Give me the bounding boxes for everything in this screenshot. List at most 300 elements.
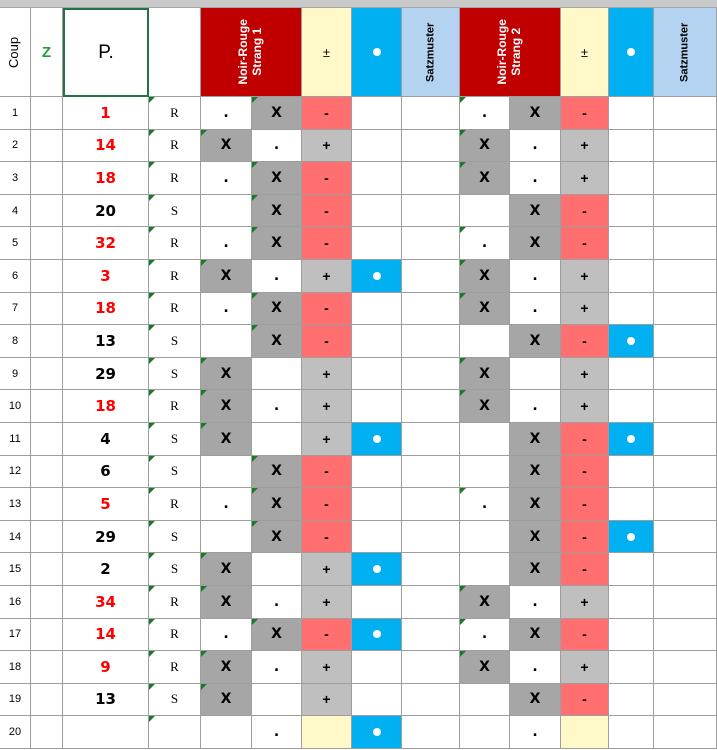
- dot2-cell[interactable]: [609, 227, 654, 260]
- strang2-col-b[interactable]: .: [510, 260, 561, 293]
- dot1-cell[interactable]: [352, 260, 402, 293]
- strang2-col-a[interactable]: .: [460, 619, 510, 652]
- pm2-cell[interactable]: -: [561, 195, 609, 228]
- strang2-col-a[interactable]: [460, 684, 510, 717]
- pm1-cell[interactable]: -: [302, 488, 352, 521]
- coup-number-cell[interactable]: 3: [0, 162, 31, 195]
- pm1-cell[interactable]: +: [302, 130, 352, 163]
- spin-number-cell[interactable]: 13: [63, 325, 149, 358]
- coup-number-cell[interactable]: 9: [0, 358, 31, 391]
- satz2-cell[interactable]: [654, 130, 717, 163]
- satz1-cell[interactable]: [402, 227, 460, 260]
- z-cell[interactable]: [31, 325, 63, 358]
- spin-number-cell[interactable]: 4: [63, 423, 149, 456]
- strang2-col-b[interactable]: X: [510, 619, 561, 652]
- dot2-cell[interactable]: [609, 521, 654, 554]
- satz1-cell[interactable]: [402, 553, 460, 586]
- rs-cell[interactable]: S: [149, 553, 201, 586]
- strang2-col-a[interactable]: X: [460, 586, 510, 619]
- z-cell[interactable]: [31, 553, 63, 586]
- satz1-cell[interactable]: [402, 358, 460, 391]
- strang2-col-b[interactable]: [510, 358, 561, 391]
- header-dot1[interactable]: [352, 8, 402, 97]
- pm1-cell[interactable]: +: [302, 260, 352, 293]
- satz2-cell[interactable]: [654, 586, 717, 619]
- dot2-cell[interactable]: [609, 716, 654, 749]
- z-cell[interactable]: [31, 390, 63, 423]
- dot2-cell[interactable]: [609, 651, 654, 684]
- rs-cell[interactable]: R: [149, 260, 201, 293]
- spin-number-cell[interactable]: 14: [63, 130, 149, 163]
- dot1-cell[interactable]: [352, 162, 402, 195]
- coup-number-cell[interactable]: 19: [0, 684, 31, 717]
- satz2-cell[interactable]: [654, 651, 717, 684]
- rs-cell[interactable]: R: [149, 130, 201, 163]
- dot-icon: [373, 728, 381, 736]
- dot2-cell[interactable]: [609, 553, 654, 586]
- coup-number-cell[interactable]: 12: [0, 456, 31, 489]
- strang2-col-a[interactable]: X: [460, 162, 510, 195]
- dot1-cell[interactable]: [352, 423, 402, 456]
- strang2-col-a[interactable]: .: [460, 227, 510, 260]
- strang2-col-b[interactable]: .: [510, 390, 561, 423]
- pm1-cell[interactable]: -: [302, 227, 352, 260]
- strang1-col-a[interactable]: .: [201, 293, 252, 326]
- rs-cell[interactable]: R: [149, 97, 201, 130]
- dot2-cell[interactable]: [609, 293, 654, 326]
- strang2-col-b[interactable]: .: [510, 716, 561, 749]
- satz2-cell[interactable]: [654, 97, 717, 130]
- rs-cell[interactable]: S: [149, 456, 201, 489]
- rs-cell[interactable]: R: [149, 651, 201, 684]
- pm2-cell[interactable]: +: [561, 130, 609, 163]
- spin-number-cell[interactable]: 6: [63, 456, 149, 489]
- coup-number-cell[interactable]: 5: [0, 227, 31, 260]
- z-cell[interactable]: [31, 423, 63, 456]
- satz1-cell[interactable]: [402, 325, 460, 358]
- strang2-col-a[interactable]: [460, 423, 510, 456]
- strang1-col-b[interactable]: X: [252, 293, 302, 326]
- coup-number-cell[interactable]: 20: [0, 716, 31, 749]
- z-cell[interactable]: [31, 716, 63, 749]
- dot2-cell[interactable]: [609, 423, 654, 456]
- dot2-cell[interactable]: [609, 358, 654, 391]
- dot1-cell[interactable]: [352, 651, 402, 684]
- pm2-cell[interactable]: -: [561, 456, 609, 489]
- satz1-cell[interactable]: [402, 162, 460, 195]
- strang1-col-a[interactable]: .: [201, 162, 252, 195]
- strang1-col-a[interactable]: [201, 195, 252, 228]
- pm1-cell[interactable]: +: [302, 651, 352, 684]
- rs-cell[interactable]: R: [149, 162, 201, 195]
- dot1-cell[interactable]: [352, 684, 402, 717]
- dot-icon: [627, 435, 635, 443]
- coup-number-cell[interactable]: 17: [0, 619, 31, 652]
- header-z[interactable]: Z: [31, 8, 63, 97]
- z-cell[interactable]: [31, 162, 63, 195]
- dot2-cell[interactable]: [609, 325, 654, 358]
- strang1-col-b[interactable]: [252, 358, 302, 391]
- spin-number-cell[interactable]: 20: [63, 195, 149, 228]
- dot-icon: [627, 533, 635, 541]
- satz2-cell[interactable]: [654, 619, 717, 652]
- coup-number-cell[interactable]: 16: [0, 586, 31, 619]
- pm2-cell[interactable]: -: [561, 325, 609, 358]
- spin-number-cell[interactable]: 18: [63, 293, 149, 326]
- strang2-col-a[interactable]: X: [460, 130, 510, 163]
- header-strang1[interactable]: [201, 8, 302, 97]
- z-cell[interactable]: [31, 293, 63, 326]
- satz2-cell[interactable]: [654, 260, 717, 293]
- header-satz1[interactable]: Satzmuster: [402, 8, 460, 97]
- strang2-col-a[interactable]: X: [460, 390, 510, 423]
- strang2-col-a[interactable]: [460, 553, 510, 586]
- satz2-cell[interactable]: [654, 716, 717, 749]
- strang1-col-a[interactable]: X: [201, 684, 252, 717]
- satz1-cell[interactable]: [402, 619, 460, 652]
- dot1-cell[interactable]: [352, 619, 402, 652]
- strang1-col-a[interactable]: [201, 716, 252, 749]
- strang2-col-b[interactable]: .: [510, 651, 561, 684]
- satz1-cell[interactable]: [402, 390, 460, 423]
- strang2-col-b[interactable]: .: [510, 162, 561, 195]
- header-p-selected[interactable]: P.: [63, 8, 149, 97]
- strang1-col-a[interactable]: X: [201, 553, 252, 586]
- strang1-col-a[interactable]: [201, 521, 252, 554]
- strang1-col-b[interactable]: X: [252, 162, 302, 195]
- dot1-cell[interactable]: [352, 130, 402, 163]
- satz2-cell[interactable]: [654, 325, 717, 358]
- strang1-col-b[interactable]: X: [252, 97, 302, 130]
- pm1-cell[interactable]: -: [302, 162, 352, 195]
- coup-number-cell[interactable]: 1: [0, 97, 31, 130]
- strang1-col-b[interactable]: .: [252, 130, 302, 163]
- dot2-cell[interactable]: [609, 260, 654, 293]
- pm1-cell[interactable]: +: [302, 553, 352, 586]
- satz1-cell[interactable]: [402, 293, 460, 326]
- coup-number-cell[interactable]: 15: [0, 553, 31, 586]
- strang2-col-b[interactable]: X: [510, 97, 561, 130]
- spin-number-cell[interactable]: 2: [63, 553, 149, 586]
- strang1-col-b[interactable]: [252, 423, 302, 456]
- pm2-cell[interactable]: +: [561, 162, 609, 195]
- satz2-cell[interactable]: [654, 684, 717, 717]
- rs-cell[interactable]: S: [149, 423, 201, 456]
- dot2-cell[interactable]: [609, 456, 654, 489]
- pm1-cell[interactable]: -: [302, 97, 352, 130]
- header-dot2[interactable]: [609, 8, 654, 97]
- satz1-cell[interactable]: [402, 195, 460, 228]
- strang1-col-b[interactable]: X: [252, 488, 302, 521]
- dot2-cell[interactable]: [609, 130, 654, 163]
- strang1-col-b[interactable]: X: [252, 456, 302, 489]
- spin-number-cell[interactable]: 32: [63, 227, 149, 260]
- header-pm1[interactable]: ±: [302, 8, 352, 97]
- strang1-line1: Noir-Rouge: [236, 19, 251, 85]
- satz2-cell[interactable]: [654, 293, 717, 326]
- strang2-col-b[interactable]: X: [510, 553, 561, 586]
- strang1-col-b[interactable]: .: [252, 651, 302, 684]
- dot-icon: [627, 48, 635, 56]
- pm2-cell[interactable]: +: [561, 293, 609, 326]
- strang1-col-a[interactable]: X: [201, 358, 252, 391]
- rs-cell[interactable]: [149, 716, 201, 749]
- dot1-cell[interactable]: [352, 586, 402, 619]
- strang2-col-b[interactable]: X: [510, 521, 561, 554]
- z-cell[interactable]: [31, 358, 63, 391]
- spin-number-cell[interactable]: 14: [63, 619, 149, 652]
- strang1-col-b[interactable]: .: [252, 390, 302, 423]
- strang2-line2: Strang 2: [508, 27, 523, 77]
- satz2-cell[interactable]: [654, 390, 717, 423]
- z-cell[interactable]: [31, 586, 63, 619]
- header-rs-blank[interactable]: [149, 8, 201, 97]
- strang1-col-a[interactable]: .: [201, 619, 252, 652]
- strang1-col-b[interactable]: X: [252, 521, 302, 554]
- pm2-cell[interactable]: -: [561, 684, 609, 717]
- spin-number-cell[interactable]: 34: [63, 586, 149, 619]
- dot1-cell[interactable]: [352, 716, 402, 749]
- dot1-cell[interactable]: [352, 325, 402, 358]
- pm1-cell[interactable]: +: [302, 390, 352, 423]
- spin-number-cell[interactable]: 18: [63, 390, 149, 423]
- spin-number-cell[interactable]: 1: [63, 97, 149, 130]
- pm2-cell[interactable]: +: [561, 390, 609, 423]
- rs-cell[interactable]: R: [149, 227, 201, 260]
- satz2-cell[interactable]: [654, 227, 717, 260]
- pm2-cell[interactable]: +: [561, 358, 609, 391]
- spin-number-cell[interactable]: 9: [63, 651, 149, 684]
- strang1-col-b[interactable]: .: [252, 260, 302, 293]
- z-cell[interactable]: [31, 619, 63, 652]
- coup-number-cell[interactable]: 8: [0, 325, 31, 358]
- pm1-cell[interactable]: -: [302, 325, 352, 358]
- pm2-cell[interactable]: [561, 716, 609, 749]
- strang1-col-a[interactable]: X: [201, 423, 252, 456]
- strang2-col-b[interactable]: .: [510, 130, 561, 163]
- strang2-col-b[interactable]: .: [510, 293, 561, 326]
- strang2-col-b[interactable]: X: [510, 195, 561, 228]
- strang1-col-b[interactable]: X: [252, 195, 302, 228]
- rs-cell[interactable]: R: [149, 488, 201, 521]
- strang1-col-a[interactable]: [201, 456, 252, 489]
- coup-number-cell[interactable]: 14: [0, 521, 31, 554]
- dot2-cell[interactable]: [609, 586, 654, 619]
- pm1-cell[interactable]: -: [302, 195, 352, 228]
- z-cell[interactable]: [31, 521, 63, 554]
- satz2-cell[interactable]: [654, 521, 717, 554]
- pm2-cell[interactable]: +: [561, 260, 609, 293]
- spin-number-cell[interactable]: 29: [63, 358, 149, 391]
- header-strang2[interactable]: [460, 8, 561, 97]
- header-pm2[interactable]: ±: [561, 8, 609, 97]
- coup-number-cell[interactable]: 18: [0, 651, 31, 684]
- strang2-col-a[interactable]: .: [460, 488, 510, 521]
- satz1-cell[interactable]: [402, 488, 460, 521]
- dot1-cell[interactable]: [352, 195, 402, 228]
- spin-number-cell[interactable]: 3: [63, 260, 149, 293]
- rs-cell[interactable]: R: [149, 390, 201, 423]
- coup-number-cell[interactable]: 7: [0, 293, 31, 326]
- dot-icon: [373, 565, 381, 573]
- pm1-cell[interactable]: [302, 716, 352, 749]
- dot1-cell[interactable]: [352, 227, 402, 260]
- strang2-col-b[interactable]: .: [510, 586, 561, 619]
- strang2-col-a[interactable]: .: [460, 97, 510, 130]
- strang2-col-a[interactable]: X: [460, 293, 510, 326]
- z-cell[interactable]: [31, 488, 63, 521]
- strang1-col-b[interactable]: .: [252, 716, 302, 749]
- strang1-col-b[interactable]: .: [252, 586, 302, 619]
- rs-cell[interactable]: R: [149, 586, 201, 619]
- strang1-col-a[interactable]: X: [201, 130, 252, 163]
- strang2-col-a[interactable]: [460, 716, 510, 749]
- rs-cell[interactable]: R: [149, 619, 201, 652]
- dot2-cell[interactable]: [609, 162, 654, 195]
- coup-number-cell[interactable]: 10: [0, 390, 31, 423]
- satz2-cell[interactable]: [654, 488, 717, 521]
- pm1-cell[interactable]: -: [302, 456, 352, 489]
- coup-number-cell[interactable]: 2: [0, 130, 31, 163]
- pm2-cell[interactable]: -: [561, 97, 609, 130]
- strang1-col-a[interactable]: X: [201, 586, 252, 619]
- dot1-cell[interactable]: [352, 456, 402, 489]
- pm2-cell[interactable]: +: [561, 651, 609, 684]
- dot1-cell[interactable]: [352, 358, 402, 391]
- pm1-cell[interactable]: -: [302, 521, 352, 554]
- dot2-cell[interactable]: [609, 619, 654, 652]
- coup-number-cell[interactable]: 13: [0, 488, 31, 521]
- strang2-col-a[interactable]: [460, 195, 510, 228]
- satz2-cell[interactable]: [654, 358, 717, 391]
- z-cell[interactable]: [31, 227, 63, 260]
- strang2-col-a[interactable]: X: [460, 651, 510, 684]
- strang2-col-b[interactable]: X: [510, 325, 561, 358]
- pm1-cell[interactable]: +: [302, 358, 352, 391]
- strang2-col-a[interactable]: [460, 521, 510, 554]
- coup-number-cell[interactable]: 11: [0, 423, 31, 456]
- dot1-cell[interactable]: [352, 521, 402, 554]
- strang1-col-a[interactable]: X: [201, 390, 252, 423]
- spin-number-cell[interactable]: 29: [63, 521, 149, 554]
- strang2-col-b[interactable]: X: [510, 456, 561, 489]
- strang2-col-b[interactable]: X: [510, 227, 561, 260]
- pm2-cell[interactable]: -: [561, 227, 609, 260]
- coup-number-cell[interactable]: 4: [0, 195, 31, 228]
- strang2-col-b[interactable]: X: [510, 488, 561, 521]
- satz1-cell[interactable]: [402, 423, 460, 456]
- rs-cell[interactable]: S: [149, 521, 201, 554]
- z-cell[interactable]: [31, 684, 63, 717]
- strang1-col-a[interactable]: X: [201, 260, 252, 293]
- pm2-cell[interactable]: +: [561, 586, 609, 619]
- strang1-col-a[interactable]: .: [201, 227, 252, 260]
- dot1-cell[interactable]: [352, 553, 402, 586]
- satz1-cell[interactable]: [402, 521, 460, 554]
- satz1-cell[interactable]: [402, 651, 460, 684]
- satz2-cell[interactable]: [654, 456, 717, 489]
- header-satz2[interactable]: Satzmuster: [654, 8, 717, 97]
- strang2-col-a[interactable]: [460, 325, 510, 358]
- z-cell[interactable]: [31, 260, 63, 293]
- z-cell[interactable]: [31, 195, 63, 228]
- rs-cell[interactable]: S: [149, 684, 201, 717]
- satz1-cell[interactable]: [402, 97, 460, 130]
- strang2-col-a[interactable]: [460, 456, 510, 489]
- rs-cell[interactable]: S: [149, 325, 201, 358]
- strang1-col-b[interactable]: [252, 684, 302, 717]
- z-cell[interactable]: [31, 456, 63, 489]
- satz1-cell[interactable]: [402, 260, 460, 293]
- z-cell[interactable]: [31, 130, 63, 163]
- dot1-cell[interactable]: [352, 97, 402, 130]
- dot1-cell[interactable]: [352, 390, 402, 423]
- strang2-col-a[interactable]: X: [460, 358, 510, 391]
- strang1-col-a[interactable]: .: [201, 488, 252, 521]
- coup-number-cell[interactable]: 6: [0, 260, 31, 293]
- pm1-cell[interactable]: +: [302, 586, 352, 619]
- satz2-cell[interactable]: [654, 553, 717, 586]
- dot2-cell[interactable]: [609, 684, 654, 717]
- pm2-cell[interactable]: -: [561, 488, 609, 521]
- satz2-cell[interactable]: [654, 423, 717, 456]
- rs-cell[interactable]: S: [149, 358, 201, 391]
- spin-number-cell[interactable]: 5: [63, 488, 149, 521]
- rs-cell[interactable]: R: [149, 293, 201, 326]
- satz1-cell[interactable]: [402, 456, 460, 489]
- satz2-cell[interactable]: [654, 162, 717, 195]
- pm2-cell[interactable]: -: [561, 521, 609, 554]
- spin-number-cell[interactable]: [63, 716, 149, 749]
- dot1-cell[interactable]: [352, 488, 402, 521]
- pm2-cell[interactable]: -: [561, 553, 609, 586]
- satz1-cell[interactable]: [402, 586, 460, 619]
- satz1-cell[interactable]: [402, 684, 460, 717]
- sheet-top-edge: [0, 0, 717, 8]
- dot2-cell[interactable]: [609, 488, 654, 521]
- pm1-cell[interactable]: -: [302, 619, 352, 652]
- satz2-cell[interactable]: [654, 195, 717, 228]
- strang1-col-b[interactable]: X: [252, 227, 302, 260]
- pm2-cell[interactable]: -: [561, 619, 609, 652]
- satz1-cell[interactable]: [402, 716, 460, 749]
- spin-number-cell[interactable]: 13: [63, 684, 149, 717]
- satz1-cell[interactable]: [402, 130, 460, 163]
- z-cell[interactable]: [31, 97, 63, 130]
- pm1-cell[interactable]: +: [302, 423, 352, 456]
- pm1-cell[interactable]: +: [302, 684, 352, 717]
- strang1-col-a[interactable]: .: [201, 97, 252, 130]
- strang1-col-a[interactable]: X: [201, 651, 252, 684]
- dot2-cell[interactable]: [609, 390, 654, 423]
- strang2-col-b[interactable]: X: [510, 684, 561, 717]
- rs-cell[interactable]: S: [149, 195, 201, 228]
- z-cell[interactable]: [31, 651, 63, 684]
- pm1-cell[interactable]: -: [302, 293, 352, 326]
- dot1-cell[interactable]: [352, 293, 402, 326]
- strang2-col-b[interactable]: X: [510, 423, 561, 456]
- strang2-col-a[interactable]: X: [460, 260, 510, 293]
- strang1-col-b[interactable]: [252, 553, 302, 586]
- spin-number-cell[interactable]: 18: [63, 162, 149, 195]
- strang1-col-b[interactable]: X: [252, 325, 302, 358]
- pm2-cell[interactable]: -: [561, 423, 609, 456]
- header-coup[interactable]: Coup: [0, 8, 31, 97]
- strang1-col-b[interactable]: X: [252, 619, 302, 652]
- strang1-col-a[interactable]: [201, 325, 252, 358]
- dot2-cell[interactable]: [609, 195, 654, 228]
- dot2-cell[interactable]: [609, 97, 654, 130]
